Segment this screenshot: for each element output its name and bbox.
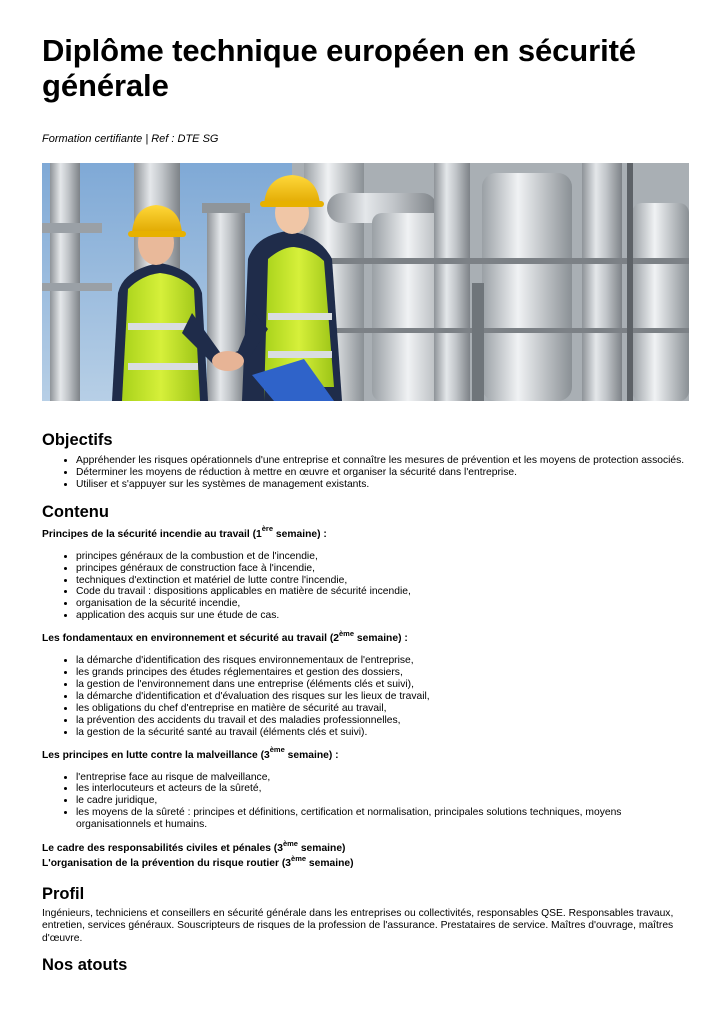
module-2-list xyxy=(42,655,688,738)
formation-meta: Formation certifiante | Ref : DTE SG xyxy=(42,133,219,145)
list-item: • application des acquis sur une étude de cas. xyxy=(76,610,688,622)
list-item: • organisation de la sécurité incendie, xyxy=(76,598,688,610)
list-item: • la gestion de la sécurité santé au travail (éléments clés et suivi). xyxy=(76,727,688,739)
list-item: • la démarche d'identification des risques environnementaux de l'entreprise, xyxy=(76,655,688,667)
module-3-list xyxy=(42,772,688,832)
module-3-title: Les principes en lutte contre la malveillance (3ème semaine) : xyxy=(42,745,339,761)
list-item: • les moyens de la sûreté : principes et définitions, certification et normalisation, principales solutions techniques, moyens organisationnels et humains. xyxy=(76,807,688,831)
list-item: • Appréhender les risques opérationnels d'une entreprise et connaître les mesures de prévention et les moyens de protection associés. xyxy=(76,455,688,467)
list-item: • Utiliser et s'appuyer sur les systèmes de management existants. xyxy=(76,479,688,491)
profil-text: Ingénieurs, techniciens et conseillers en sécurité générale dans les entreprises ou collectivités, responsables QSE. Responsables travaux, entretien, services généraux. Souscripteurs de risques de la profession de l'assurance. Prestataires de service. Maîtres d'ouvrage, maîtres d'œuvre. xyxy=(42,908,674,944)
objectifs-heading: Objectifs xyxy=(42,431,113,449)
hero-image xyxy=(42,163,689,401)
list-item: • l'entreprise face au risque de malveillance, xyxy=(76,772,688,784)
list-item: • la gestion de l'environnement dans une entreprise (éléments clés et suivi), xyxy=(76,679,688,691)
list-item: • les interlocuteurs et acteurs de la sûreté, xyxy=(76,783,688,795)
list-item: • techniques d'extinction et matériel de lutte contre l'incendie, xyxy=(76,575,688,587)
module-2-title: Les fondamentaux en environnement et sécurité au travail (2ème semaine) : xyxy=(42,628,408,645)
objectifs-list xyxy=(42,455,688,491)
list-item: • les obligations du chef d'entreprise en matière de sécurité au travail, xyxy=(76,703,688,715)
list-item: • la prévention des accidents du travail et des maladies professionnelles, xyxy=(76,715,688,727)
module-1-list xyxy=(42,551,688,622)
list-item: • Code du travail : dispositions applicables en matière de sécurité incendie, xyxy=(76,586,688,598)
page-title: Diplôme technique européen en sécurité générale xyxy=(42,33,636,103)
list-item: • principes généraux de la combustion et de l'incendie, xyxy=(76,551,688,563)
list-item: • principes généraux de construction face à l'incendie, xyxy=(76,563,688,575)
atouts-heading: Nos atouts xyxy=(42,955,128,974)
list-item: • la démarche d'identification et d'évaluation des risques sur les lieux de travail, xyxy=(76,691,688,703)
module-4-title: Le cadre des responsabilités civiles et pénales (3ème semaine) xyxy=(42,838,346,855)
contenu-heading: Contenu xyxy=(42,502,109,521)
list-item: • le cadre juridique, xyxy=(76,795,688,807)
list-item: • les grands principes des études réglementaires et gestion des dossiers, xyxy=(76,667,688,679)
module-1-title: Principes de la sécurité incendie au travail (1ère semaine) : xyxy=(42,524,327,540)
module-5-title: L'organisation de la prévention du risque routier (3ème semaine) xyxy=(42,853,354,870)
profil-heading: Profil xyxy=(42,885,85,904)
list-item: • Déterminer les moyens de réduction à mettre en œuvre et organiser la sécurité dans l'entreprise. xyxy=(76,467,688,479)
